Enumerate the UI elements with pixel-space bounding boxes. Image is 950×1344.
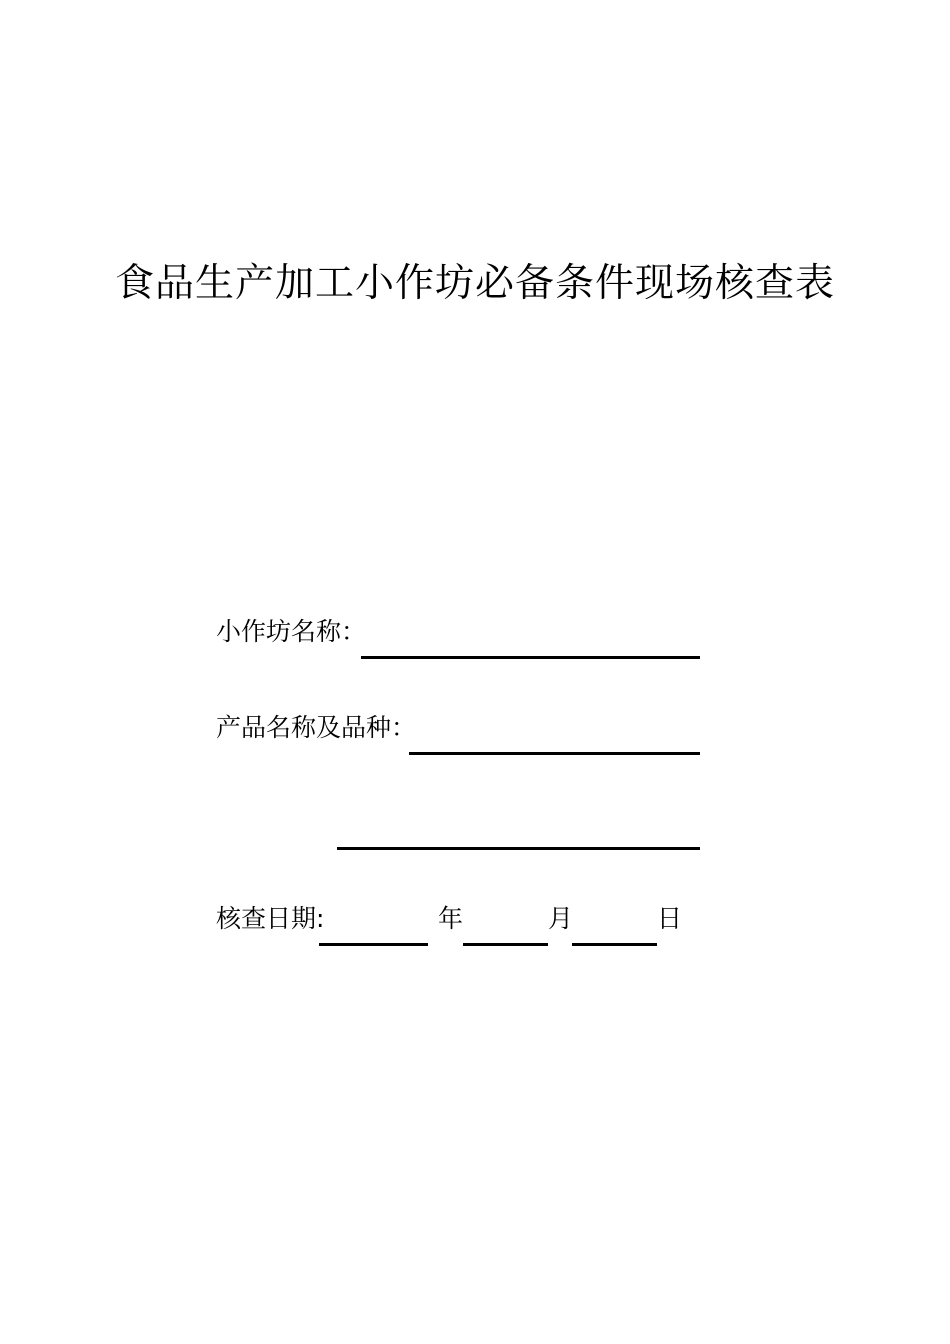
day-unit: 日 <box>657 904 683 933</box>
month-unit: 月 <box>548 904 574 933</box>
year-unit: 年 <box>438 904 464 933</box>
month-blank-line[interactable] <box>463 943 548 946</box>
workshop-name-label: 小作坊名称： <box>216 617 367 646</box>
product-name-blank-line[interactable] <box>409 752 700 755</box>
product-variety-blank-line[interactable] <box>337 847 700 850</box>
inspection-date-label: 核查日期: <box>216 904 325 933</box>
year-blank-line[interactable] <box>319 943 428 946</box>
product-name-label: 产品名称及品种： <box>216 713 417 742</box>
workshop-name-blank-line[interactable] <box>361 656 700 659</box>
day-blank-line[interactable] <box>572 943 657 946</box>
document-title: 食品生产加工小作坊必备条件现场核查表 <box>114 261 835 306</box>
